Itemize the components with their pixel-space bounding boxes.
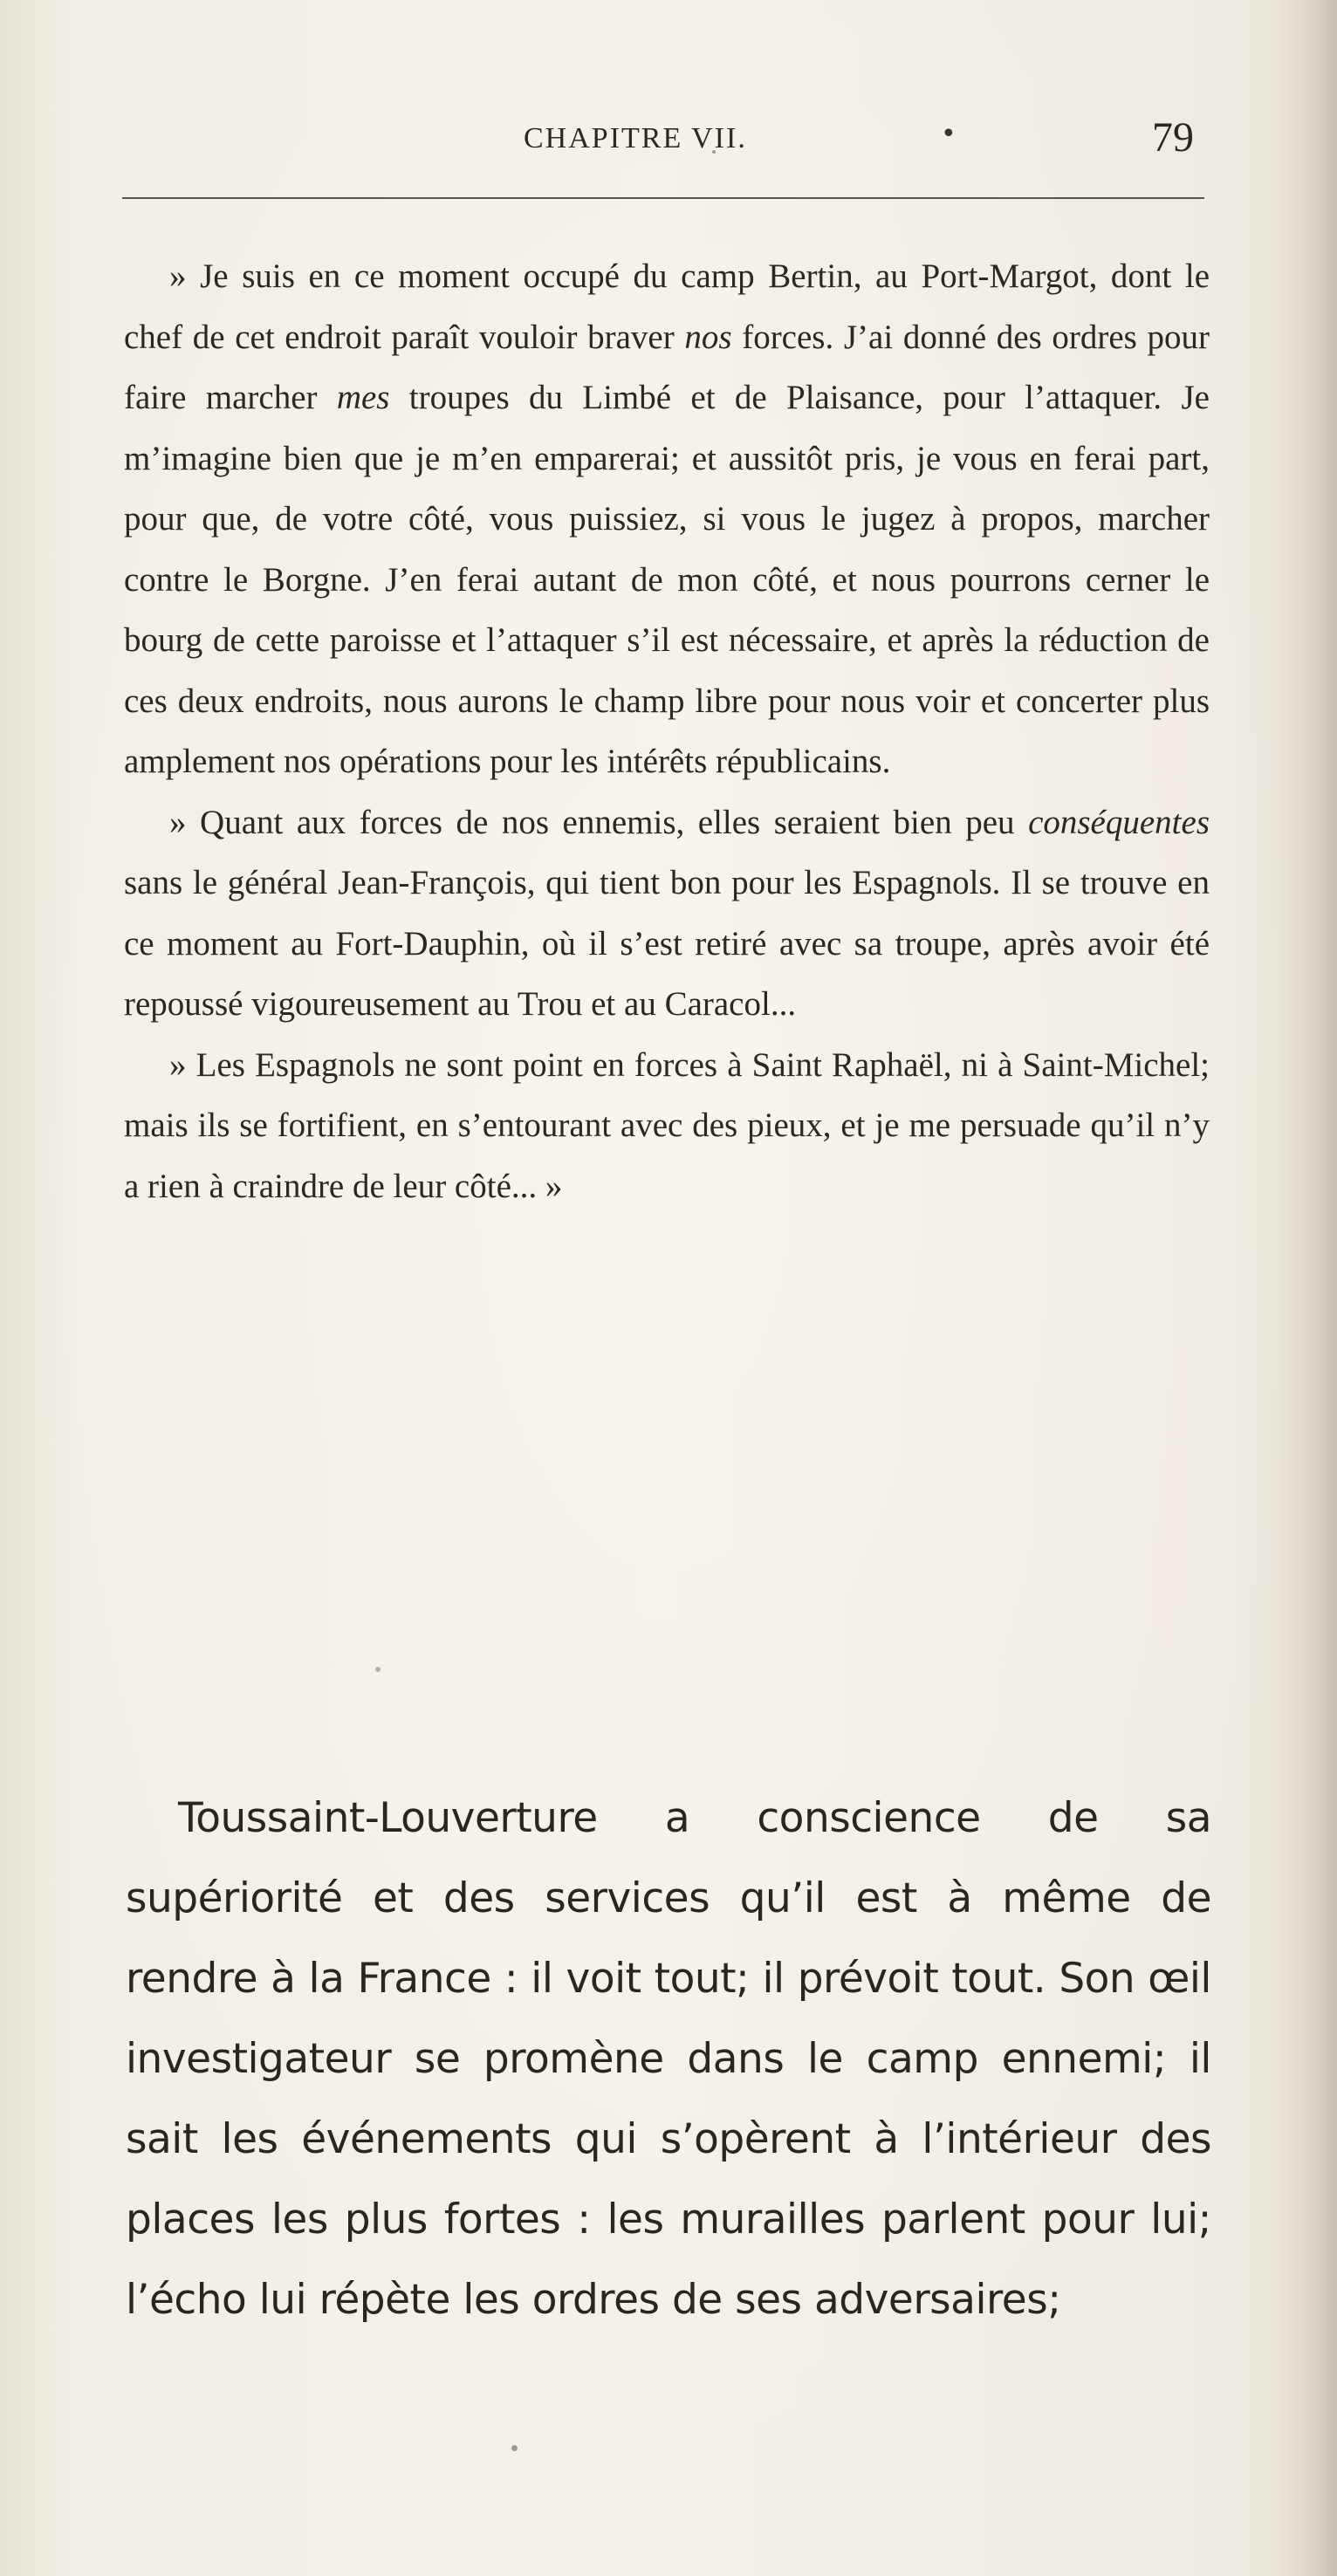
section-break-mark (375, 1667, 381, 1672)
quote-p2-emphasis-1: conséquentes (1028, 803, 1210, 841)
quote-p1-emphasis-2: mes (336, 379, 390, 416)
main-text (126, 1778, 1211, 2340)
quote-paragraph-2 (124, 792, 1210, 1035)
quoted-letter (124, 246, 1210, 1216)
header-rule (122, 197, 1204, 199)
quote-paragraph-3: » Les Espagnols ne sont point en forces à Saint Raphaël, ni à Saint-Michel; mais ils se fortifient, en s’entourant avec des pieux, et je me persuade qu’il n’y a rien à craindre de leur côté... » (124, 1045, 1210, 1205)
quote-p1-emphasis-1: nos (684, 318, 732, 356)
quote-paragraph-1 (124, 246, 1210, 792)
page-edge-shadow (1276, 0, 1337, 2576)
ink-speck (511, 2445, 518, 2451)
page-number: 79 (1152, 114, 1194, 161)
header-separator: • (941, 119, 956, 149)
main-paragraph-1: Toussaint-Louverture a conscience de sa supériorité et des services qu’il est à même de rendre à la France : il voit tout; il prévoit tout. Son œil investigateur se promène dans le camp ennemi; il sait les événements qui s’opèrent à l’intérieur des places les plus fortes : les murailles parlent pour lui; l’écho lui répète les ordres de ses adversaires; (126, 1794, 1211, 2324)
quote-p1-text-2: forces. J’ai donné des ordres pour faire marcher (124, 318, 1210, 416)
quote-p2-text-1: » Quant aux forces de nos ennemis, elles seraient bien peu (169, 803, 1029, 841)
quote-p1-text-1: » Je suis en ce moment occupé du camp Bertin, au Port-Margot, dont le chef de cet endroit paraît vouloir braver (124, 257, 1210, 356)
running-title: CHAPITRE VII. (524, 122, 747, 154)
quote-p2-text-2: sans le général Jean-François, qui tient bon pour les Espagnols. Il se trouve en ce moment au Fort-Dauphin, où il s’est retiré avec sa troupe, après avoir été repoussé vigoureusement au Trou et au Caracol... (124, 864, 1210, 1023)
ink-speck (712, 150, 716, 154)
quote-p1-text-3: troupes du Limbé et de Plaisance, pour l’attaquer. Je m’imagine bien que je m’en emparerai; et aussitôt pris, je vous en ferai part, pour que, de votre côté, vous puissiez, si vous le jugez à propos, marcher contre le Borgne. J’en ferai autant de mon côté, et nous pourrons cerner le bourg de cette paroisse et l’attaquer s’il est nécessaire, et après la réduction de ces deux endroits, nous aurons le champ libre pour nous voir et concerter plus amplement nos opérations pour les intérêts républicains. (124, 379, 1210, 780)
page-header (122, 105, 1213, 183)
